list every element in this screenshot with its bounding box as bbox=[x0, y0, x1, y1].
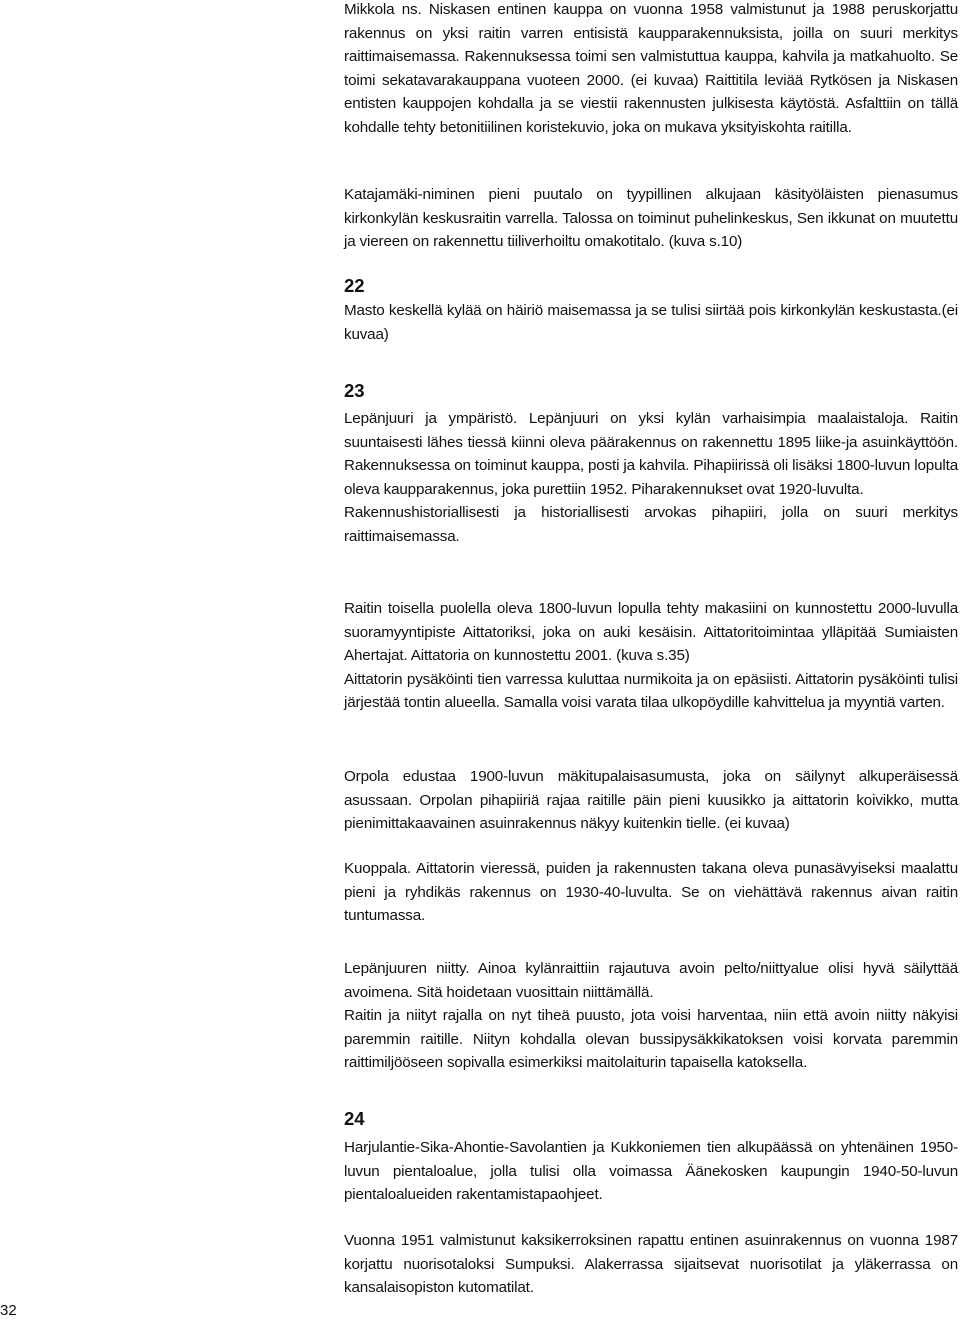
paragraph-aittatori bbox=[344, 597, 958, 715]
section-number-23: 23 bbox=[344, 380, 365, 401]
paragraph-mikkola bbox=[344, 0, 958, 140]
paragraph-text: Vuonna 1951 valmistunut kaksikerroksinen rapattu entinen asuinrakennus on vuonna 1987 korjattu nuorisotaloksi Sumpuksi. Alakerrassa sijaitsevat nuorisotilat ja yläkerrassa on kansalaisopiston kutomatilat. bbox=[344, 1232, 958, 1297]
section-number-24: 24 bbox=[344, 1108, 365, 1129]
paragraph-text: Raitin ja niityt rajalla on nyt tiheä puusto, jota voisi harventaa, niin että avoin niitty näkyisi paremmin raitille. Niityn kohdalla olevan bussipysäkkikatoksen voisi korvata paremmin raittimiljööseen sopivalla esimerkiksi maitolaiturin tapaisella katoksella. bbox=[344, 1007, 958, 1072]
paragraph-harjulantie bbox=[344, 1136, 958, 1207]
paragraph-katajamaki bbox=[344, 183, 958, 254]
paragraph-orpola bbox=[344, 765, 958, 836]
page-number: 32 bbox=[0, 1302, 17, 1319]
section-number-22: 22 bbox=[344, 275, 365, 296]
paragraph-text: Katajamäki-niminen pieni puutalo on tyypillinen alkujaan käsityöläisten pienasumus kirkonkylän keskusraitin varrella. Talossa on toiminut puhelinkeskus, Sen ikkunat on muutettu ja viereen on rakennettu tiiliverhoiltu omakotitalo. (kuva s.10) bbox=[344, 186, 958, 251]
paragraph-text: Harjulantie-Sika-Ahontie-Savolantien ja Kukkoniemen tien alkupäässä on yhtenäinen 1950-luvun pientaloalue, jolla tulisi olla voimassa Äänekosken kaupungin 1940-50-luvun pientaloalueiden rakentamistapaohjeet. bbox=[344, 1139, 958, 1204]
paragraph-text: Orpola edustaa 1900-luvun mäkitupalaisasumusta, joka on säilynyt alkuperäisessä asussaan. Orpolan pihapiiriä rajaa raitille päin pieni kuusikko ja aittatorin koivikko, mutta pienimittakaavainen asuinrakennus näkyy kuitenkin tielle. (ei kuvaa) bbox=[344, 768, 958, 833]
paragraph-text: Mikkola ns. Niskasen entinen kauppa on vuonna 1958 valmistunut ja 1988 peruskorjattu rakennus on yksi raitin varren entisistä kaupparakennuksista, joilla on suuri merkitys raittimaisemassa. Rakennuksessa toimi sen valmistuttua kauppa, kahvila ja matkahuolto. Se toimi sekatavarakauppana vuoteen 2000. (ei kuvaa) Raittitila leviää Rytkösen ja Niskasen entisten kauppojen kohdalla ja se viestii rakennusten julkisesta käytöstä. Asfalttiin on tällä kohdalle tehty betonitiilinen koristekuvio, joka on mukava yksityiskohta raitilla. bbox=[344, 1, 958, 136]
paragraph-text: Aittatorin pysäköinti tien varressa kuluttaa nurmikoita ja on epäsiisti. Aittatorin pysäköinti tulisi järjestää tontin alueella. Samalla voisi varata tilaa ulkopöydille kahvittelua ja myyntiä varten. bbox=[344, 670, 958, 712]
paragraph-lepanjuuren-niitty bbox=[344, 957, 958, 1075]
paragraph-text: Lepänjuuri ja ympäristö. Lepänjuuri on yksi kylän varhaisimpia maalaistaloja. Raitin suuntaisesti lähes tiessä kiinni oleva päärakennus on rakennettu 1895 liike-ja asuinkäyttöön. Rakennuksessa on toiminut kauppa, posti ja kahvila. Pihapiirissä oli lisäksi 1800-luvun lopulta oleva kaupparakennus, joka purettiin 1952. Piharakennukset ovat 1920-luvulta. bbox=[344, 410, 958, 498]
paragraph-text: Raitin toisella puolella oleva 1800-luvun lopulla tehty makasiini on kunnostettu 2000-luvulla suoramyyntipiste Aittatoriksi, joka on auki kesäisin. Aittatoritoimintaa ylläpitää Sumiaisten Ahertajat. Aittatoria on kunnostettu 2001. (kuva s.35) bbox=[344, 600, 958, 665]
paragraph-text: Lepänjuuren niitty. Ainoa kylänraittiin rajautuva avoin pelto/niittyalue olisi hyvä säilyttää avoimena. Sitä hoidetaan vuosittain niittämällä. bbox=[344, 960, 958, 1001]
paragraph-text: Kuoppala. Aittatorin vieressä, puiden ja rakennusten takana oleva punasävyiseksi maalattu pieni ja ryhdikäs rakennus on 1930-40-luvulta. Se on viehättävä rakennus aivan raitin tuntumassa. bbox=[344, 860, 958, 925]
paragraph-nuorisotalo bbox=[344, 1229, 958, 1300]
paragraph-text: Rakennushistoriallisesti ja historiallisesti arvokas pihapiiri, jolla on suuri merkitys raittimaisemassa. bbox=[344, 504, 958, 545]
paragraph-masto bbox=[344, 299, 958, 346]
paragraph-lepanjuuri bbox=[344, 407, 958, 549]
paragraph-text: Masto keskellä kylää on häiriö maisemassa ja se tulisi siirtää pois kirkonkylän keskustasta.(ei kuvaa) bbox=[344, 302, 958, 343]
paragraph-kuoppala bbox=[344, 857, 958, 928]
